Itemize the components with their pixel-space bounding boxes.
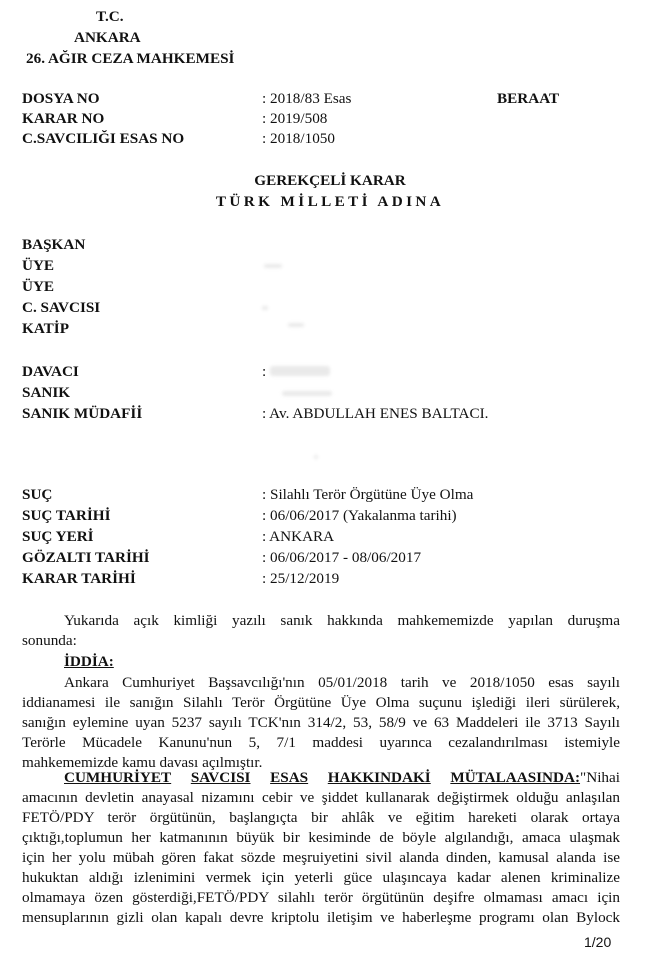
- savcilik-label: C.SAVCILIĞI ESAS NO: [22, 130, 185, 147]
- heading-word: HAKKINDAKİ: [327, 769, 431, 786]
- iddia-heading: İDDİA:: [64, 653, 114, 670]
- text-line: çıktığı,toplumun her katmanının büyük bir kesiminde de böyle algılandığı, amaca ulaşmak: [22, 829, 620, 846]
- text-line: iddianamesi ile sanığın Silahlı Terör Örgütüne Üye Olma suçunu işlediği ileri sürülerek,: [22, 694, 620, 711]
- text-line: mensuplarının gizli olan kapalı devre kriptolu iletişim ve haberleşme programı olan Bylock: [22, 909, 620, 926]
- text-line: FETÖ/PDY terör örgütünün, başlangıçta bir ahlâk ve eğitim hareketi olarak ortaya: [22, 809, 620, 826]
- katip-label: KATİP: [22, 320, 69, 337]
- text-line: mahkememizde kamu davası açılmıştır.: [22, 754, 263, 771]
- davaci-label: DAVACI: [22, 363, 79, 380]
- text-line: için her yolu mübah gören fakat sözde meşruiyetini sivil alanda dinden, kamusal alanda ise: [22, 849, 620, 866]
- text-line: Terörle Mücadele Kanunu'nun 5, 7/1 maddesi uyarınca cezalandırılması istemiyle: [22, 734, 620, 751]
- sanik-label: SANIK: [22, 384, 71, 401]
- redacted-name: [270, 366, 330, 376]
- mutalaa-paragraph: [22, 768, 620, 928]
- intro-paragraph: [22, 611, 620, 651]
- suc-tarihi-label: SUÇ TARİHİ: [22, 507, 111, 524]
- text-line: amacının devletin anayasal nizamını cebir ve şiddet kullanarak değiştirmek olduğu anlaşılan: [22, 789, 620, 806]
- dosya-value: : 2018/83 Esas: [262, 90, 352, 107]
- text-line: Yukarıda açık kimliği yazılı sanık hakkında mahkememizde yapılan duruşma: [64, 612, 620, 629]
- iddia-paragraph: [22, 673, 620, 773]
- gozalti-value: : 06/06/2017 - 08/06/2017: [262, 549, 422, 566]
- heading-tail: [450, 768, 620, 788]
- redacted-name: [264, 264, 282, 268]
- header-tc: T.C.: [96, 8, 124, 25]
- text-fragment: "Nihai: [580, 769, 620, 786]
- text-line: sanığın eylemine uyan 5237 sayılı TCK'nın 314/2, 53, 58/9 ve 63 Maddeleri ile 3713 Sayılı: [22, 714, 620, 731]
- uye2-label: ÜYE: [22, 278, 55, 295]
- heading-word: CUMHURİYET: [64, 769, 172, 786]
- karar-label: KARAR NO: [22, 110, 105, 127]
- redacted-name: [282, 391, 332, 396]
- decision-badge: BERAAT: [497, 90, 560, 107]
- text-line: olmamaya özen gösterdiği,FETÖ/PDY silahlı terör örgütünün deşifre olmaması amacı için: [22, 889, 620, 906]
- suc-yeri-label: SUÇ YERİ: [22, 528, 94, 545]
- header-court: 26. AĞIR CEZA MAHKEMESİ: [26, 50, 235, 67]
- savci-label: C. SAVCISI: [22, 299, 101, 316]
- page-number: 1/20: [584, 934, 612, 950]
- heading-word: SAVCISI: [190, 769, 251, 786]
- header-city: ANKARA: [74, 29, 141, 46]
- mudafi-value: : Av. ABDULLAH ENES BALTACI.: [262, 405, 489, 422]
- suc-yeri-value: : ANKARA: [262, 528, 335, 545]
- uye1-label: ÜYE: [22, 257, 55, 274]
- davaci-value: :: [262, 363, 267, 380]
- redacted-name: [262, 306, 268, 310]
- karar-value: : 2019/508: [262, 110, 328, 127]
- karar-tarihi-label: KARAR TARİHİ: [22, 570, 136, 587]
- suc-value: : Silahlı Terör Örgütüne Üye Olma: [262, 486, 474, 503]
- text-line: Ankara Cumhuriyet Başsavcılığı'nın 05/01/2018 tarih ve 2018/1050 esas sayılı: [64, 674, 620, 691]
- heading-word: MÜTALAASINDA:: [450, 769, 581, 786]
- page-subtitle: TÜRK MİLLETİ ADINA: [215, 193, 445, 210]
- redacted-name: [288, 323, 304, 327]
- mutalaa-heading-line: [22, 768, 620, 788]
- scan-speck: [314, 455, 318, 459]
- text-line: sonunda:: [22, 632, 77, 649]
- suc-label: SUÇ: [22, 486, 53, 503]
- text-line: hukuktan aldığı izlenimini vermek için yeterli güce ulaşıncaya kadar alenen kriminalize: [22, 869, 620, 886]
- mudafi-label: SANIK MÜDAFİİ: [22, 405, 143, 422]
- baskan-label: BAŞKAN: [22, 236, 86, 253]
- karar-tarihi-value: : 25/12/2019: [262, 570, 340, 587]
- page-title: GEREKÇELİ KARAR: [254, 172, 406, 189]
- heading-word: ESAS: [270, 769, 309, 786]
- savcilik-value: : 2018/1050: [262, 130, 335, 147]
- suc-tarihi-value: : 06/06/2017 (Yakalanma tarihi): [262, 507, 457, 524]
- gozalti-label: GÖZALTI TARİHİ: [22, 549, 150, 566]
- dosya-label: DOSYA NO: [22, 90, 100, 107]
